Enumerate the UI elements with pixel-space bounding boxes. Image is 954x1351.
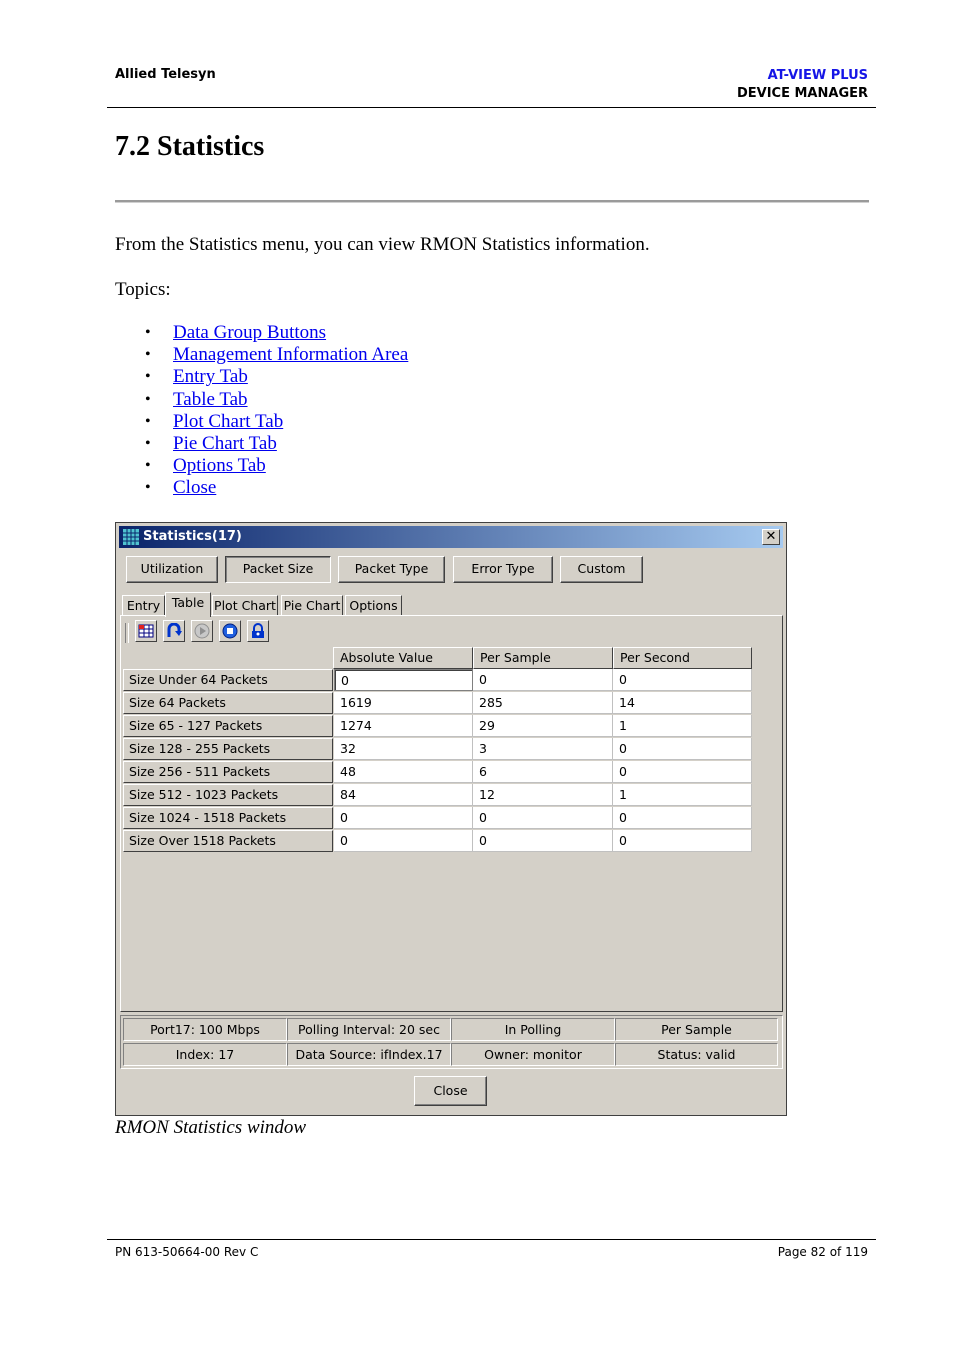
topic-link[interactable]: Management Information Area: [173, 344, 409, 366]
error-type-button[interactable]: Error Type: [453, 556, 553, 583]
close-button[interactable]: Close: [414, 1076, 487, 1106]
row-header: Size 64 Packets: [123, 692, 333, 714]
row-header: Size 65 - 127 Packets: [123, 715, 333, 737]
table-cell[interactable]: 0: [613, 761, 752, 783]
custom-button[interactable]: Custom: [560, 556, 643, 583]
table-cell[interactable]: 32: [334, 738, 473, 760]
table-cell[interactable]: 48: [334, 761, 473, 783]
footer-page-number: Page 82 of 119: [777, 1245, 868, 1259]
row-header: Size 512 - 1023 Packets: [123, 784, 333, 806]
row-header: Size 1024 - 1518 Packets: [123, 807, 333, 829]
window-close-icon[interactable]: ✕: [762, 529, 780, 545]
column-header-per-second[interactable]: Per Second: [613, 647, 752, 669]
table-cell[interactable]: 1: [613, 715, 752, 737]
play-icon[interactable]: [191, 620, 213, 642]
footer-rule: [107, 1239, 876, 1240]
topics-label: Topics:: [115, 279, 171, 300]
status-data-source: Data Source: ifIndex.17: [287, 1043, 451, 1066]
row-header: Size 256 - 511 Packets: [123, 761, 333, 783]
table-cell[interactable]: 1274: [334, 715, 473, 737]
topic-item: [115, 477, 408, 499]
header-section-name: DEVICE MANAGER: [736, 86, 868, 101]
status-index: Index: 17: [123, 1043, 287, 1066]
column-header-per-sample[interactable]: Per Sample: [473, 647, 613, 669]
header-product: [737, 67, 868, 103]
table-cell[interactable]: 0: [613, 669, 752, 691]
status-validity: Status: valid: [615, 1043, 778, 1066]
status-mode: Per Sample: [615, 1018, 778, 1041]
header-rule: [107, 107, 876, 108]
status-polling-interval: Polling Interval: 20 sec: [287, 1018, 451, 1041]
header-product-name: AT-VIEW PLUS: [767, 68, 868, 83]
table-cell[interactable]: 0: [613, 807, 752, 829]
topics-list: [115, 322, 408, 500]
tab-entry[interactable]: Entry: [122, 595, 165, 616]
tab-table[interactable]: Table: [165, 592, 211, 617]
topic-item: [115, 344, 408, 366]
management-information-area: [120, 1015, 783, 1069]
utilization-button[interactable]: Utilization: [126, 556, 218, 583]
packet-size-button[interactable]: Packet Size: [225, 556, 331, 583]
table-cell[interactable]: 285: [473, 692, 613, 714]
row-header: Size Over 1518 Packets: [123, 830, 333, 852]
column-header-absolute-value[interactable]: Absolute Value: [333, 647, 473, 669]
bullet-icon: •: [145, 434, 151, 452]
title-rule: [115, 200, 869, 203]
table-cell[interactable]: 0: [334, 807, 473, 829]
table-cell[interactable]: 0: [613, 830, 752, 852]
refresh-icon[interactable]: [163, 620, 185, 642]
lock-icon[interactable]: [247, 620, 269, 642]
table-cell[interactable]: 6: [473, 761, 613, 783]
bullet-icon: •: [145, 324, 151, 341]
topic-link[interactable]: Close: [173, 477, 217, 499]
status-owner: Owner: monitor: [451, 1043, 615, 1066]
topic-link[interactable]: Table Tab: [173, 388, 248, 410]
topic-link[interactable]: Data Group Buttons: [173, 322, 327, 343]
table-cell[interactable]: 14: [613, 692, 752, 714]
table-cell[interactable]: 0: [334, 669, 473, 691]
topic-item: [115, 322, 408, 344]
tab-options[interactable]: Options: [345, 595, 402, 616]
table-cell[interactable]: 29: [473, 715, 613, 737]
topic-link[interactable]: Pie Chart Tab: [173, 432, 277, 454]
table-cell[interactable]: 0: [473, 830, 613, 852]
bullet-icon: •: [145, 368, 151, 386]
table-cell[interactable]: 12: [473, 784, 613, 806]
topic-link[interactable]: Options Tab: [173, 455, 266, 477]
topic-item: [115, 455, 408, 477]
window-grid-icon: [123, 529, 139, 545]
bullet-icon: •: [145, 390, 151, 408]
row-header: Size 128 - 255 Packets: [123, 738, 333, 760]
figure-caption: RMON Statistics window: [115, 1117, 307, 1138]
tab-plot-chart[interactable]: Plot Chart: [212, 595, 278, 616]
status-port: Port17: 100 Mbps: [123, 1018, 287, 1041]
topic-item: [115, 389, 408, 411]
status-polling-state: In Polling: [451, 1018, 615, 1041]
table-grid-icon[interactable]: [135, 620, 157, 642]
table-cell[interactable]: 0: [613, 738, 752, 760]
topic-item: [115, 366, 408, 388]
table-cell[interactable]: 0: [473, 807, 613, 829]
row-header: Size Under 64 Packets: [123, 669, 333, 691]
statistics-window: [115, 522, 787, 1116]
footer-part-number: PN 613-50664-00 Rev C: [115, 1245, 259, 1259]
table-cell[interactable]: 0: [473, 669, 613, 691]
toolbar-separator: [125, 623, 129, 643]
bullet-icon: •: [145, 457, 151, 475]
window-title: Statistics(17): [143, 529, 242, 544]
window-titlebar[interactable]: [119, 526, 783, 548]
table-cell[interactable]: 3: [473, 738, 613, 760]
bullet-icon: •: [145, 412, 151, 430]
table-cell[interactable]: 84: [334, 784, 473, 806]
topic-item: [115, 433, 408, 455]
topic-item: [115, 411, 408, 433]
page-title: 7.2 Statistics: [115, 131, 265, 162]
table-cell[interactable]: 1619: [334, 692, 473, 714]
table-cell[interactable]: 1: [613, 784, 752, 806]
stop-icon[interactable]: [219, 620, 241, 642]
tab-pie-chart[interactable]: Pie Chart: [281, 595, 343, 616]
bullet-icon: •: [145, 346, 151, 364]
intro-text: From the Statistics menu, you can view RMON Statistics information.: [115, 234, 650, 255]
bullet-icon: •: [145, 479, 151, 497]
topic-link[interactable]: Entry Tab: [173, 366, 248, 388]
table-cell[interactable]: 0: [334, 830, 473, 852]
header-company: Allied Telesyn: [115, 67, 216, 82]
topic-link[interactable]: Plot Chart Tab: [173, 410, 284, 432]
packet-type-button[interactable]: Packet Type: [338, 556, 445, 583]
